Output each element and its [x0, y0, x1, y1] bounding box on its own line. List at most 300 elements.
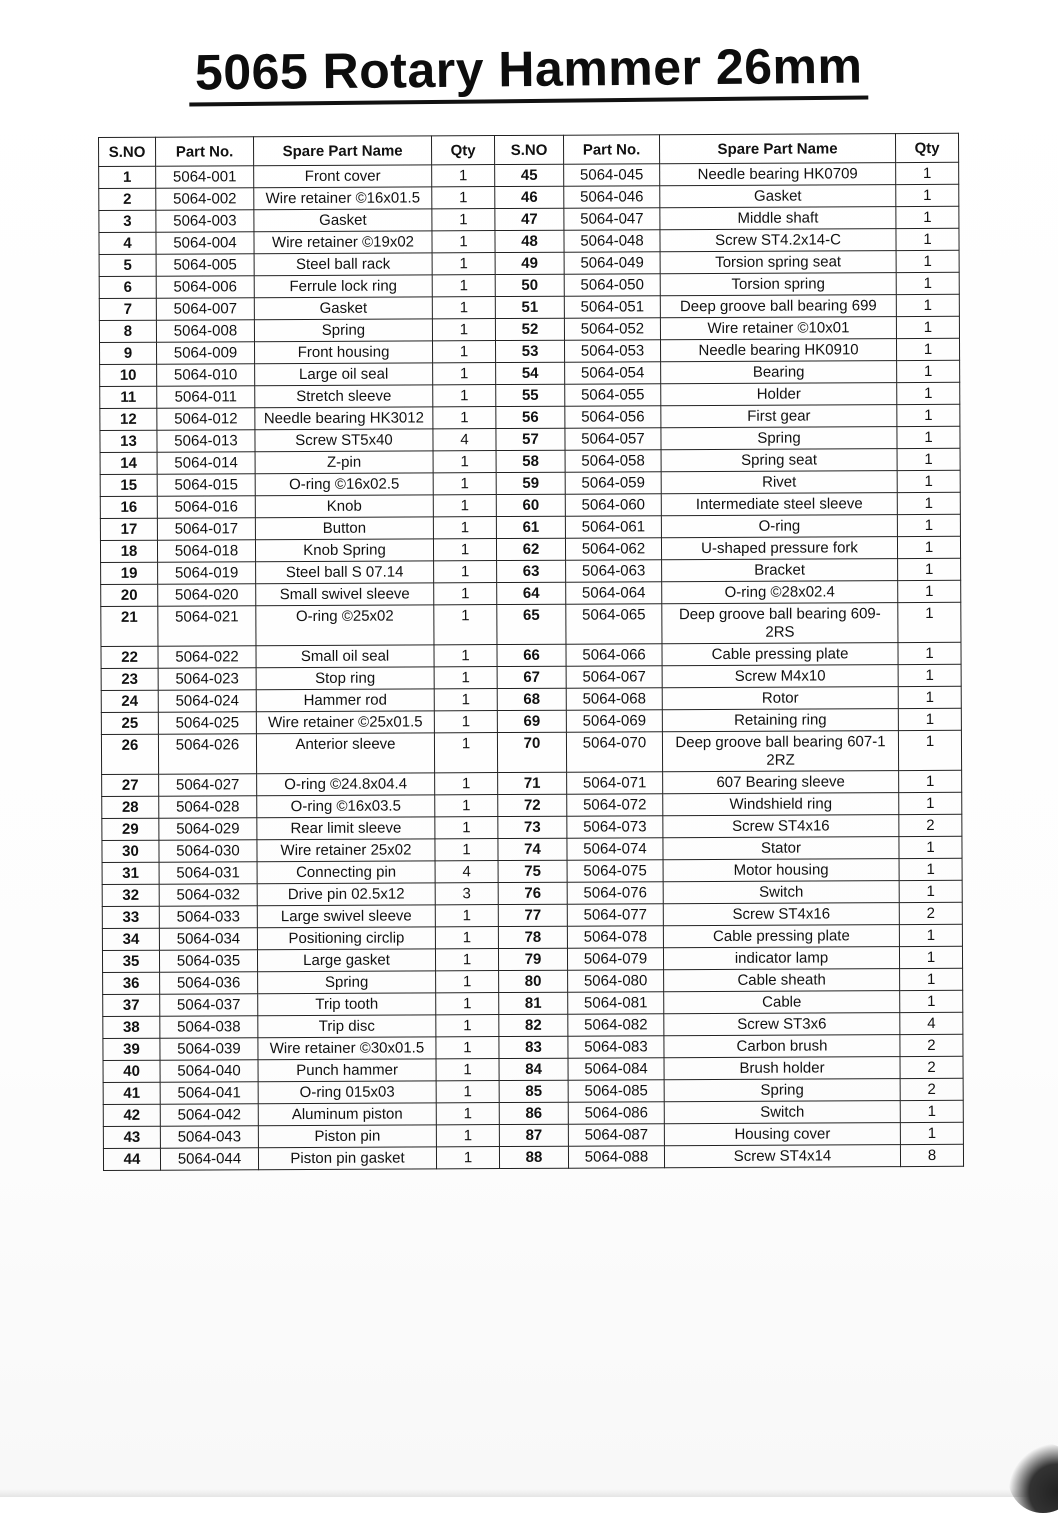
cell-part-no: 5064-015 [157, 474, 255, 496]
cell-part-no: 5064-026 [158, 734, 256, 774]
cell-qty-right: 1 [897, 382, 960, 404]
cell-part-no: 5064-006 [156, 276, 254, 298]
cell-qty-right: 1 [899, 946, 962, 968]
cell-qty-right: 1 [899, 836, 962, 858]
cell-part-no: 5064-022 [158, 646, 256, 668]
cell-part-name: Large gasket [257, 949, 435, 972]
cell-part-no-right: 5064-083 [568, 1036, 664, 1058]
cell-part-no: 5064-002 [156, 188, 254, 210]
cell-part-name: Piston pin [258, 1125, 436, 1148]
cell-qty: 1 [435, 839, 498, 861]
cell-part-no-right: 5064-073 [567, 816, 663, 838]
cell-sno: 22 [101, 646, 158, 668]
cell-part-name-right: Screw ST4x16 [663, 903, 899, 926]
cell-part-no-right: 5064-051 [564, 296, 660, 318]
cell-sno-right: 69 [497, 710, 566, 732]
cell-part-name-right: Torsion spring [660, 273, 896, 296]
cell-sno-right: 73 [498, 816, 567, 838]
cell-part-name-right: Screw ST3x6 [664, 1013, 900, 1036]
cell-part-name-right: Brush holder [664, 1057, 900, 1080]
cell-sno: 30 [102, 840, 159, 862]
cell-part-no: 5064-020 [158, 584, 256, 606]
cell-part-name: Drive pin 02.5x12 [257, 883, 435, 906]
cell-part-no-right: 5064-047 [564, 208, 660, 230]
cell-sno: 25 [101, 712, 158, 734]
cell-qty: 1 [434, 645, 497, 667]
cell-qty: 1 [433, 517, 496, 539]
scan-edge-shadow [0, 1489, 1058, 1497]
cell-qty: 1 [435, 773, 498, 795]
cell-sno: 4 [99, 232, 156, 254]
cell-part-no-right: 5064-071 [567, 772, 663, 794]
cell-part-name-right: Switch [664, 1101, 900, 1124]
cell-part-name: Wire retainer ©19x02 [254, 231, 432, 254]
cell-qty: 1 [435, 795, 498, 817]
cell-part-name: Large oil seal [255, 363, 433, 386]
cell-sno-right: 79 [498, 948, 567, 970]
header-part-no: Part No. [156, 137, 254, 166]
cell-qty-right: 2 [900, 1078, 963, 1100]
cell-part-no-right: 5064-078 [567, 926, 663, 948]
cell-part-name-right: Deep groove ball bearing 609-2RS [662, 603, 898, 644]
cell-sno: 23 [101, 668, 158, 690]
cell-part-name: O-ring 015x03 [258, 1081, 436, 1104]
cell-part-no: 5064-013 [157, 430, 255, 452]
cell-sno-right: 86 [499, 1102, 568, 1124]
cell-sno-right: 71 [498, 772, 567, 794]
cell-part-no: 5064-023 [158, 668, 256, 690]
cell-part-name-right: First gear [661, 405, 897, 428]
cell-qty: 1 [433, 363, 496, 385]
cell-part-name-right: Carbon brush [664, 1035, 900, 1058]
cell-part-no-right: 5064-056 [565, 406, 661, 428]
cell-qty-right: 1 [897, 536, 960, 558]
cell-part-no-right: 5064-045 [564, 164, 660, 186]
cell-qty-right: 1 [897, 448, 960, 470]
cell-part-name-right: Spring seat [661, 449, 897, 472]
cell-sno: 3 [99, 210, 156, 232]
cell-part-no: 5064-037 [160, 994, 258, 1016]
cell-qty: 1 [434, 711, 497, 733]
cell-qty: 1 [433, 495, 496, 517]
cell-sno-right: 67 [497, 666, 566, 688]
cell-sno-right: 68 [497, 688, 566, 710]
cell-part-no: 5064-031 [159, 862, 257, 884]
cell-qty-right: 1 [899, 858, 962, 880]
cell-part-name: Anterior sleeve [256, 733, 434, 774]
cell-qty-right: 1 [896, 272, 959, 294]
cell-part-name-right: Switch [663, 881, 899, 904]
cell-sno: 5 [99, 254, 156, 276]
cell-part-name: O-ring ©16x02.5 [255, 473, 433, 496]
cell-part-name: Ferrule lock ring [254, 275, 432, 298]
cell-qty-right: 1 [896, 184, 959, 206]
cell-part-no-right: 5064-050 [564, 274, 660, 296]
cell-part-no-right: 5064-061 [565, 516, 661, 538]
cell-part-name: Stretch sleeve [255, 385, 433, 408]
cell-sno-right: 50 [495, 274, 564, 296]
cell-part-name: O-ring ©24.8x04.4 [257, 773, 435, 796]
cell-qty: 1 [433, 341, 496, 363]
cell-part-no: 5064-024 [158, 690, 256, 712]
cell-part-no-right: 5064-072 [567, 794, 663, 816]
cell-part-no-right: 5064-068 [566, 688, 662, 710]
cell-part-no-right: 5064-059 [565, 472, 661, 494]
cell-qty-right: 1 [898, 730, 961, 770]
cell-part-no-right: 5064-060 [565, 494, 661, 516]
cell-sno-right: 81 [499, 992, 568, 1014]
cell-qty-right: 1 [897, 426, 960, 448]
cell-part-no: 5064-012 [157, 408, 255, 430]
cell-part-no: 5064-003 [156, 210, 254, 232]
cell-part-name-right: Housing cover [664, 1123, 900, 1146]
cell-qty: 1 [433, 451, 496, 473]
cell-part-no: 5064-044 [160, 1148, 258, 1170]
cell-sno-right: 83 [499, 1036, 568, 1058]
cell-qty-right: 1 [898, 708, 961, 730]
cell-part-name: Steel ball S 07.14 [256, 561, 434, 584]
cell-part-name: Stop ring [256, 667, 434, 690]
cell-sno: 28 [102, 796, 159, 818]
cell-sno-right: 82 [499, 1014, 568, 1036]
cell-part-no-right: 5064-088 [568, 1146, 664, 1168]
cell-qty: 1 [432, 297, 495, 319]
cell-part-no: 5064-038 [160, 1016, 258, 1038]
cell-part-name-right: Cable pressing plate [662, 643, 898, 666]
cell-sno-right: 61 [496, 516, 565, 538]
cell-part-no-right: 5064-054 [565, 362, 661, 384]
cell-part-no: 5064-039 [160, 1038, 258, 1060]
cell-sno: 18 [100, 540, 157, 562]
cell-qty: 1 [433, 539, 496, 561]
cell-qty-right: 2 [900, 1034, 963, 1056]
cell-part-name-right: Spring [661, 427, 897, 450]
cell-sno: 32 [102, 884, 159, 906]
header-part-no-right: Part No. [563, 135, 659, 164]
table-row [101, 730, 961, 774]
cell-part-no-right: 5064-079 [567, 948, 663, 970]
cell-qty-right: 1 [900, 1100, 963, 1122]
cell-sno: 1 [99, 166, 156, 188]
cell-sno: 19 [101, 562, 158, 584]
cell-sno: 26 [101, 734, 158, 774]
cell-part-name-right: Screw M4x10 [662, 665, 898, 688]
cell-part-no: 5064-043 [160, 1126, 258, 1148]
cell-qty: 1 [436, 1015, 499, 1037]
cell-qty-right: 2 [899, 814, 962, 836]
cell-sno: 41 [103, 1082, 160, 1104]
cell-part-no: 5064-021 [158, 606, 256, 646]
cell-part-name: Hammer rod [256, 689, 434, 712]
cell-sno-right: 52 [495, 318, 564, 340]
cell-part-no: 5064-008 [156, 320, 254, 342]
cell-part-name: Front cover [254, 165, 432, 188]
cell-qty: 1 [435, 927, 498, 949]
cell-sno-right: 87 [499, 1124, 568, 1146]
cell-part-name: Needle bearing HK3012 [255, 407, 433, 430]
cell-qty-right: 1 [900, 990, 963, 1012]
cell-sno: 7 [99, 298, 156, 320]
cell-part-name-right: Stator [663, 837, 899, 860]
cell-qty: 1 [436, 971, 499, 993]
cell-part-no: 5064-032 [159, 884, 257, 906]
cell-qty-right: 1 [896, 228, 959, 250]
cell-part-name-right: Torsion spring seat [660, 251, 896, 274]
cell-part-no-right: 5064-086 [568, 1102, 664, 1124]
cell-sno: 13 [100, 430, 157, 452]
cell-sno: 6 [99, 276, 156, 298]
cell-sno: 42 [103, 1104, 160, 1126]
cell-part-no-right: 5064-087 [568, 1124, 664, 1146]
cell-part-name: Spring [258, 971, 436, 994]
table-row [103, 1144, 963, 1170]
cell-qty: 1 [436, 993, 499, 1015]
cell-part-name: Knob Spring [255, 539, 433, 562]
scan-corner-mark [1008, 1443, 1058, 1513]
cell-qty: 1 [436, 1147, 499, 1169]
cell-part-name: Aluminum piston [258, 1103, 436, 1126]
cell-part-name: Wire retainer ©25x01.5 [256, 711, 434, 734]
cell-qty-right: 1 [899, 924, 962, 946]
cell-part-name-right: O-ring ©28x02.4 [662, 581, 898, 604]
cell-sno-right: 77 [498, 904, 567, 926]
cell-part-no: 5064-011 [157, 386, 255, 408]
cell-part-no: 5064-001 [156, 166, 254, 188]
cell-qty: 4 [433, 429, 496, 451]
cell-qty: 1 [432, 209, 495, 231]
cell-qty-right: 1 [896, 316, 959, 338]
cell-qty-right: 1 [897, 360, 960, 382]
cell-part-no-right: 5064-063 [566, 560, 662, 582]
cell-part-name-right: O-ring [661, 515, 897, 538]
cell-part-name: Spring [254, 319, 432, 342]
cell-sno: 40 [103, 1060, 160, 1082]
cell-part-no-right: 5064-053 [564, 340, 660, 362]
page-title [0, 37, 1058, 103]
cell-part-name: Connecting pin [257, 861, 435, 884]
cell-part-name-right: Cable pressing plate [663, 925, 899, 948]
cell-part-no-right: 5064-077 [567, 904, 663, 926]
cell-part-no: 5064-030 [159, 840, 257, 862]
cell-qty: 1 [436, 1037, 499, 1059]
cell-part-no: 5064-004 [156, 232, 254, 254]
cell-sno-right: 72 [498, 794, 567, 816]
cell-part-no: 5064-025 [158, 712, 256, 734]
cell-part-name: Wire retainer ©30x01.5 [258, 1037, 436, 1060]
cell-part-no: 5064-007 [156, 298, 254, 320]
cell-part-no-right: 5064-069 [566, 710, 662, 732]
cell-sno-right: 47 [495, 208, 564, 230]
cell-sno-right: 51 [495, 296, 564, 318]
cell-part-name-right: Needle bearing HK0709 [660, 163, 896, 186]
cell-part-name-right: 607 Bearing sleeve [663, 771, 899, 794]
cell-part-no-right: 5064-075 [567, 860, 663, 882]
cell-part-name-right: Deep groove ball bearing 699 [660, 295, 896, 318]
cell-qty-right: 1 [897, 492, 960, 514]
page-title-text: 5065 Rotary Hammer 26mm [189, 36, 869, 106]
cell-qty-right: 1 [899, 770, 962, 792]
cell-qty: 1 [433, 407, 496, 429]
cell-sno: 12 [100, 408, 157, 430]
cell-part-no-right: 5064-064 [566, 582, 662, 604]
cell-qty-right: 4 [900, 1012, 963, 1034]
cell-part-name-right: Windshield ring [663, 793, 899, 816]
cell-part-name: Rear limit sleeve [257, 817, 435, 840]
cell-part-no: 5064-041 [160, 1082, 258, 1104]
cell-sno: 36 [103, 972, 160, 994]
cell-part-name-right: Screw ST4x16 [663, 815, 899, 838]
cell-part-no: 5064-005 [156, 254, 254, 276]
cell-part-name-right: Cable [664, 991, 900, 1014]
cell-part-no-right: 5064-084 [568, 1058, 664, 1080]
cell-sno-right: 46 [495, 186, 564, 208]
cell-sno-right: 45 [495, 164, 564, 186]
cell-part-name: Trip disc [258, 1015, 436, 1038]
cell-part-name: Piston pin gasket [258, 1147, 436, 1170]
cell-part-name-right: Middle shaft [660, 207, 896, 230]
cell-part-name: Front housing [255, 341, 433, 364]
cell-part-name-right: Screw ST4x14 [664, 1145, 900, 1168]
cell-sno-right: 58 [496, 450, 565, 472]
cell-part-no-right: 5064-074 [567, 838, 663, 860]
cell-part-no-right: 5064-080 [568, 970, 664, 992]
cell-part-no: 5064-017 [157, 518, 255, 540]
cell-part-name: Steel ball rack [254, 253, 432, 276]
cell-sno: 16 [100, 496, 157, 518]
parts-table-container [98, 133, 963, 1171]
cell-sno-right: 85 [499, 1080, 568, 1102]
cell-sno: 27 [102, 774, 159, 796]
cell-sno: 24 [101, 690, 158, 712]
cell-qty-right: 1 [898, 602, 961, 642]
cell-part-name-right: Spring [664, 1079, 900, 1102]
cell-part-name: Screw ST5x40 [255, 429, 433, 452]
cell-part-no-right: 5064-058 [565, 450, 661, 472]
cell-part-no-right: 5064-046 [564, 186, 660, 208]
cell-sno: 20 [101, 584, 158, 606]
cell-qty-right: 1 [896, 250, 959, 272]
cell-part-no-right: 5064-052 [564, 318, 660, 340]
cell-qty-right: 1 [898, 580, 961, 602]
cell-qty: 1 [434, 733, 497, 773]
cell-sno-right: 84 [499, 1058, 568, 1080]
cell-sno-right: 65 [497, 604, 566, 644]
cell-part-no-right: 5064-067 [566, 666, 662, 688]
cell-part-no-right: 5064-048 [564, 230, 660, 252]
cell-qty-right: 8 [900, 1144, 963, 1166]
cell-sno: 38 [103, 1016, 160, 1038]
cell-sno: 10 [100, 364, 157, 386]
cell-sno: 35 [102, 950, 159, 972]
cell-sno: 2 [99, 188, 156, 210]
cell-qty: 3 [435, 883, 498, 905]
cell-qty: 1 [436, 1125, 499, 1147]
cell-part-name: Punch hammer [258, 1059, 436, 1082]
cell-part-name-right: U-shaped pressure fork [661, 537, 897, 560]
cell-qty-right: 1 [898, 686, 961, 708]
cell-part-name-right: Bearing [661, 361, 897, 384]
cell-qty: 1 [436, 1081, 499, 1103]
cell-sno: 8 [99, 320, 156, 342]
cell-part-name-right: Intermediate steel sleeve [661, 493, 897, 516]
cell-part-no: 5064-033 [159, 906, 257, 928]
cell-sno: 17 [100, 518, 157, 540]
cell-sno-right: 53 [495, 340, 564, 362]
cell-part-no-right: 5064-082 [568, 1014, 664, 1036]
cell-sno: 11 [100, 386, 157, 408]
cell-part-no: 5064-034 [159, 928, 257, 950]
cell-sno: 44 [103, 1148, 160, 1170]
cell-sno-right: 88 [499, 1146, 568, 1168]
cell-sno: 43 [103, 1126, 160, 1148]
table-header-row [99, 133, 959, 166]
cell-part-no: 5064-009 [157, 342, 255, 364]
cell-part-no: 5064-019 [158, 562, 256, 584]
cell-part-no: 5064-036 [160, 972, 258, 994]
cell-part-name-right: Wire retainer ©10x01 [660, 317, 896, 340]
cell-part-no: 5064-018 [157, 540, 255, 562]
cell-part-no-right: 5064-070 [566, 732, 662, 772]
header-sno-right: S.NO [494, 135, 563, 164]
cell-qty-right: 1 [899, 880, 962, 902]
cell-part-name-right: Holder [661, 383, 897, 406]
cell-part-name: Button [255, 517, 433, 540]
cell-qty-right: 1 [897, 470, 960, 492]
cell-part-no: 5064-028 [159, 796, 257, 818]
cell-part-name-right: Rotor [662, 687, 898, 710]
cell-sno-right: 64 [497, 582, 566, 604]
cell-part-name-right: Gasket [660, 185, 896, 208]
cell-part-name: Small swivel sleeve [256, 583, 434, 606]
cell-qty: 1 [432, 231, 495, 253]
cell-part-name: Small oil seal [256, 645, 434, 668]
cell-part-name: Wire retainer 25x02 [257, 839, 435, 862]
cell-part-no: 5064-029 [159, 818, 257, 840]
cell-part-no-right: 5064-057 [565, 428, 661, 450]
cell-qty-right: 1 [896, 338, 959, 360]
cell-qty: 4 [435, 861, 498, 883]
cell-part-name-right: Motor housing [663, 859, 899, 882]
cell-sno-right: 49 [495, 252, 564, 274]
cell-part-name-right: Rivet [661, 471, 897, 494]
cell-part-no-right: 5064-049 [564, 252, 660, 274]
cell-qty-right: 1 [900, 1122, 963, 1144]
cell-sno-right: 54 [496, 362, 565, 384]
cell-sno-right: 80 [499, 970, 568, 992]
cell-qty-right: 1 [900, 968, 963, 990]
cell-qty-right: 1 [898, 664, 961, 686]
cell-qty: 1 [435, 817, 498, 839]
cell-sno-right: 66 [497, 644, 566, 666]
cell-part-name: Large swivel sleeve [257, 905, 435, 928]
cell-sno: 39 [103, 1038, 160, 1060]
cell-part-no-right: 5064-055 [565, 384, 661, 406]
cell-sno-right: 60 [496, 494, 565, 516]
cell-part-name: Gasket [254, 209, 432, 232]
cell-qty-right: 2 [900, 1056, 963, 1078]
header-sno: S.NO [99, 137, 156, 166]
cell-sno-right: 62 [496, 538, 565, 560]
cell-part-name: Trip tooth [258, 993, 436, 1016]
cell-part-name: Wire retainer ©16x01.5 [254, 187, 432, 210]
cell-part-name: Z-pin [255, 451, 433, 474]
cell-sno: 15 [100, 474, 157, 496]
cell-qty-right: 1 [897, 404, 960, 426]
cell-part-name-right: Needle bearing HK0910 [660, 339, 896, 362]
cell-qty: 1 [432, 319, 495, 341]
cell-sno-right: 76 [498, 882, 567, 904]
cell-sno-right: 48 [495, 230, 564, 252]
